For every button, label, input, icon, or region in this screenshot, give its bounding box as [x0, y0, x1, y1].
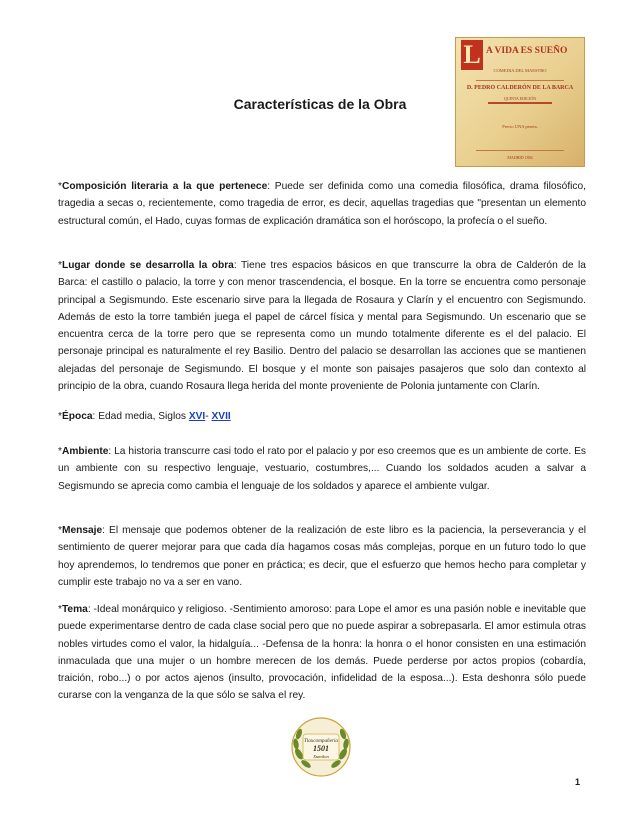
section-bullet: *	[58, 525, 62, 536]
section-ambiente	[58, 443, 586, 495]
cover-price: Precio UNA peseta.	[502, 124, 538, 129]
cover-rule	[476, 80, 564, 81]
seal-line2: 1501	[313, 744, 329, 753]
section-bullet: *	[58, 604, 62, 615]
section-mensaje	[58, 522, 586, 591]
cover-bar	[488, 102, 552, 104]
section-label: Ambiente	[61, 446, 109, 457]
section-label: Mensaje	[61, 525, 103, 536]
section-tema	[58, 601, 586, 705]
section-text: : La historia transcurre casi todo el rato por el palacio y por eso creemos que es un ambiente de corte. Es un ambiente con su respectivo lenguaje, vestuario, costumbres,... Cuando los soldados acuden a salvar a Segismundo se aprecia como cambia el lenguaje de los soldados y aparece el ambiente vulgar.	[58, 446, 586, 492]
page-title: Características de la Obra	[233, 96, 407, 112]
link-separator: -	[205, 411, 212, 422]
section-bullet: *	[58, 181, 62, 192]
cover-place: MADRID 1884	[507, 155, 533, 160]
cover-author: D. PEDRO CALDERÓN DE LA BARCA	[466, 85, 574, 91]
section-composicion	[58, 178, 586, 230]
page-number: 1	[575, 777, 581, 787]
section-bullet: *	[58, 446, 62, 457]
section-text: : El mensaje que podemos obtener de la realización de este libro es la paciencia, la perseverancia y el sentimiento de querer mejorar para que cada día hagamos cosas más complejas, porque en un futuro todo lo que hoy aprendemos, lo tendremos que poner en práctica; es decir, que el esfuerzo que hemos hecho para completar y cumplir este trabajo no va a ser en vano.	[58, 525, 586, 588]
link-siglo-xvii[interactable]: XVII	[211, 411, 231, 422]
section-text: : Tiene tres espacios básicos en que transcurre la obra de Calderón de la Barca: el castillo o palacio, la torre y con menor trascendencia, el bosque. En la torre se encuentra como personaje principal a Segismundo. Este escenario sirve para la llegada de Rosaura y Clarín y el encuentro con Segismundo. Además de esto la torre también juega el papel de cárcel física y mental para Segismundo. Un escenario que se encuentra cerca de la torre pero que se representa como un mundo totalmente diferente es el del palacio. El personaje principal es naturalmente el rey Basilio. Dentro del palacio se desarrollan las acciones que se mantienen alejadas del personaje de Segismundo. El bosque y el monte son paisajes pasajeros que solo dan contexto al principio de la obra, cuando Rosaura llega herida del monte proveniente de Polonia juntamente con Clarín.	[58, 260, 586, 393]
section-text: : -Ideal monárquico y religioso. -Sentimiento amoroso: para Lope el amor es una pasión noble e inevitable que puede experimentarse dentro de cada clase social pero que no puede aspirar a sobrepasarla. El amor estimula otras nobles virtudes como el valor, la hidalguía... -Defensa de la honra: la honra o el honor consisten en una estimación inmaculada que una mujer o un hombre merecen de los demás. Puede perderse por actos propios (cobardía, traición, robo...) o por actos ajenos (insulto, provocación, infidelidad de la esposa...). Esta deshonra sólo puede curarse con la venganza de la que sólo se salva el rey.	[58, 604, 586, 702]
section-bullet: *	[58, 411, 62, 422]
section-text: : Edad media, Siglos	[92, 411, 189, 422]
cover-edition: QUINTA EDICIÓN	[503, 96, 537, 101]
section-label: Lugar donde se desarrolla la obra	[61, 260, 234, 271]
book-cover-image	[455, 37, 585, 167]
section-epoca	[58, 408, 586, 425]
section-label: Composición literaria a la que pertenece	[61, 181, 268, 192]
laurel-seal-logo	[290, 716, 352, 778]
section-text: : Puede ser definida como una comedia filosófica, drama filosófico, tragedia a secas o, recientemente, como tragedia de error, es decir, aquellas tragedias que "presentan un elemento estructural común, el Hado, cuyas formas de explicación dramática son el horóscopo, la profecía o el sueño.	[58, 181, 587, 227]
section-bullet: *	[58, 260, 62, 271]
section-label: Época	[61, 411, 93, 422]
cover-title: A VIDA ES SUEÑO	[486, 46, 568, 56]
seal-line1: Tlaxcompañeria	[303, 738, 339, 744]
section-lugar	[58, 257, 586, 395]
cover-subtitle: COMEDIA DEL MAESTRO	[493, 68, 547, 73]
cover-rule	[476, 150, 564, 151]
cover-drop-letter: L	[461, 40, 483, 70]
section-label: Tema	[61, 604, 88, 615]
seal-line3: Xumilon	[313, 754, 329, 759]
link-siglo-xvi[interactable]: XVI	[188, 411, 206, 422]
